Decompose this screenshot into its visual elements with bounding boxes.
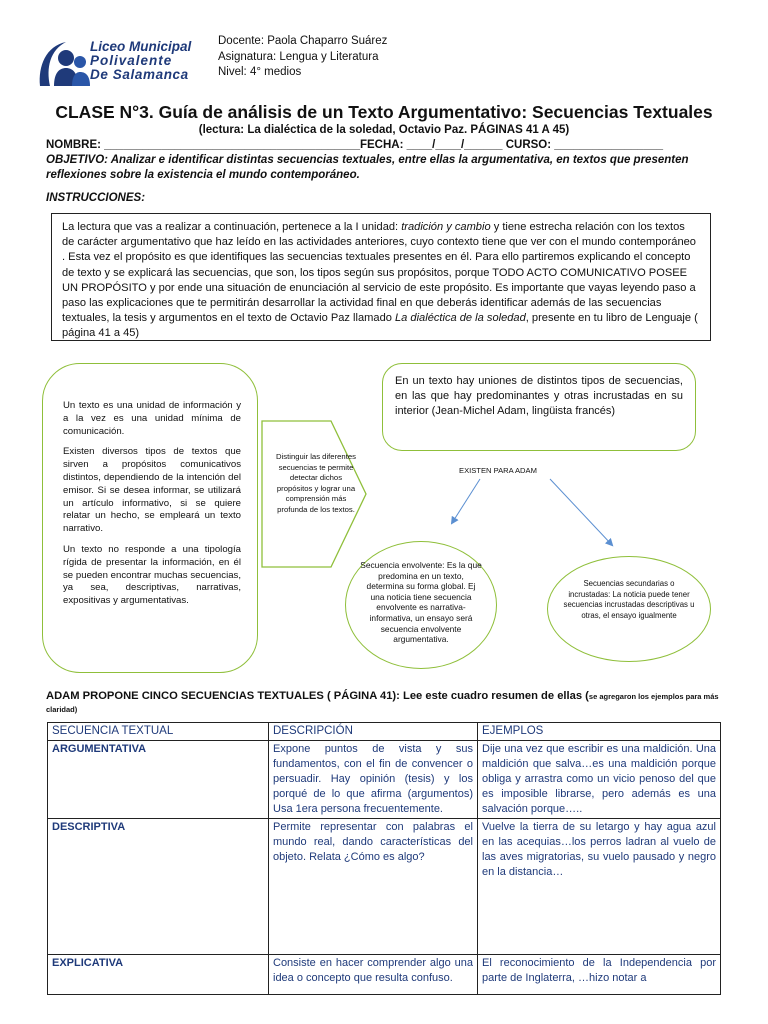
objective-text: OBJETIVO: Analizar e identificar distintas secuencias textuales, entre ellas la argumentativa, en textos que presenten reflexiones sobre la existencia el mundo contemporáneo. [46,154,689,181]
logo-line3: De Salamanca [90,67,189,82]
existen-label: EXISTEN PARA ADAM [459,466,537,475]
subject-name: Asignatura: Lengua y Literatura [218,50,379,63]
text-definition-oval [42,363,258,673]
logo-line1: Liceo Municipal [90,39,192,54]
secuencia-envolvente-oval: Secuencia envolvente: Es la que predomina en un texto, determina su forma global. Ej una noticia tiene secuencia envolvente es narrativa-informativa, un ensayo será secuencia envolvente argumentativa. [345,541,497,669]
arrow-right-icon [550,479,612,545]
page-title: CLASE N°3. Guía de análisis de un Texto Argumentativo: Secuencias Textuales [55,102,713,122]
header-info [218,34,387,81]
arrow-left-icon [452,479,480,523]
table-row [48,741,721,819]
page-subtitle: (lectura: La dialéctica de la soledad, Octavio Paz. PÁGINAS 41 A 45) [198,124,570,136]
definition-p1: Un texto es una unidad de información y a la vez es una unidad mínima de comunicación. [63,400,241,437]
intro-text-1: La lectura que vas a realizar a continuación, pertenece a la I unidad: [62,221,402,233]
table-header: EJEMPLOS [478,723,721,741]
sequence-description: Consiste en hacer comprender algo una idea o concepto que resulta confuso. [269,955,478,995]
definition-p2: Existen diversos tipos de textos que sirven a propósitos comunicativos distintos, dependiendo de la intención del emisor. Si se desea informar, se utilizará un artículo informativo, si se quiere relatar un hecho, se empleará un texto narrativo. [63,446,241,535]
table-row [48,955,721,995]
adam-quote-box: En un texto hay uniones de distintos tipos de secuencias, en las que hay predominantes y otras incrustadas en su interior (Jean-Michel Adam, lingüista francés) [382,363,696,451]
table-header-row [48,723,721,741]
intro-italic-2: La dialéctica de la soledad [395,312,526,325]
sequence-description: Permite representar con palabras el mundo real, dando características del objeto. Relata ¿Cómo es algo? [269,819,478,955]
student-fields: NOMBRE: ________________________________________FECHA: ____/____/______ CURSO: _________________ [46,139,664,151]
sequence-name: ARGUMENTATIVA [48,741,269,819]
level-name: Nivel: 4° medios [218,66,302,78]
branch-arrows [440,475,620,555]
table-header: DESCRIPCIÓN [269,723,478,741]
intro-text-3: , presente en tu libro de Lenguaje ( página 41 a 45) [62,312,698,340]
school-logo [36,36,212,90]
sequence-name: DESCRIPTIVA [48,819,269,955]
secuencias-secundarias-oval: Secuencias secundarias o incrustadas: La noticia puede tener secuencias incrustadas descriptivas u otras, el ensayo igualmente [547,556,711,662]
table-row [48,819,721,955]
sequence-description: Expone puntos de vista y sus fundamentos, con el fin de convencer o persuadir. Hay opinión (tesis) y los porqué de lo que afirma (argumentos) Usa 1era persona frecuentemente. [269,741,478,819]
definition-p3: Un texto no responde a una tipología rígida de presentar la información, en él se pueden encontrar muchas secuencias, ya sea, descriptivas, narrativas, expositivas y argumentativas. [63,543,241,607]
intro-box [51,213,711,341]
sequence-example: Dije una vez que escribir es una maldición. Una maldición que salva…es una maldición porque obliga y arrastra como un vicio penoso del que es imposible librarse, pero además es una salvación porque….. [478,741,721,819]
intro-text-2: y tiene estrecha relación con los textos de carácter argumentativo que haz leído en las actividades anteriores, cuyo contexto tiene que ver con el mundo contemporáneo . Esta vez el propósito es que identifiques las secuencias textuales presentes en él. Para ello partiremos explicando el concepto de texto y se explicará las secuencias, que son, los tipos según sus propósitos, porque TODO ACTO COMUNICATIVO POSEE UN PROPÓSITO y por ende una situación de enunciación al servicio de este propósito. Es importante que vayas leyendo paso a paso las explicaciones que te permitirán desarrollar la actividad final en que deberás identificar además de las secuencias textuales, la tesis y argumentos en el texto de Octavio Paz llamado [62,221,696,325]
school-logo-icon [36,36,92,90]
sequence-table [47,722,721,995]
instructions-label: INSTRUCCIONES: [46,192,146,204]
table-header: SECUENCIA TEXTUAL [48,723,269,741]
logo-line2: Polivalente [90,53,173,68]
intro-italic-1: tradición y cambio [401,221,491,233]
arrow-text: Distinguir las diferentes secuencias te permite detectar dichos propósitos y lograr una comprensión más profunda de los textos. [276,452,356,514]
sequence-example: Vuelve la tierra de su letargo y hay agua azul en las acequias…los perros ladran al vuelo de las aves migratorias, su vuelo pausado y negro en la distancia… [478,819,721,955]
adam-heading [46,690,736,716]
sequence-name: EXPLICATIVA [48,955,269,995]
teacher-name: Docente: Paola Chaparro Suárez [218,35,388,47]
sequence-example: El reconocimiento de la Independencia por parte de Inglaterra, …hizo notar a [478,955,721,995]
adam-heading-note: se agregaron los ejemplos para más claridad) [46,692,719,714]
adam-heading-text: ADAM PROPONE CINCO SECUENCIAS TEXTUALES ( PÁGINA 41): Lee este cuadro resumen de ellas ( [46,690,589,702]
